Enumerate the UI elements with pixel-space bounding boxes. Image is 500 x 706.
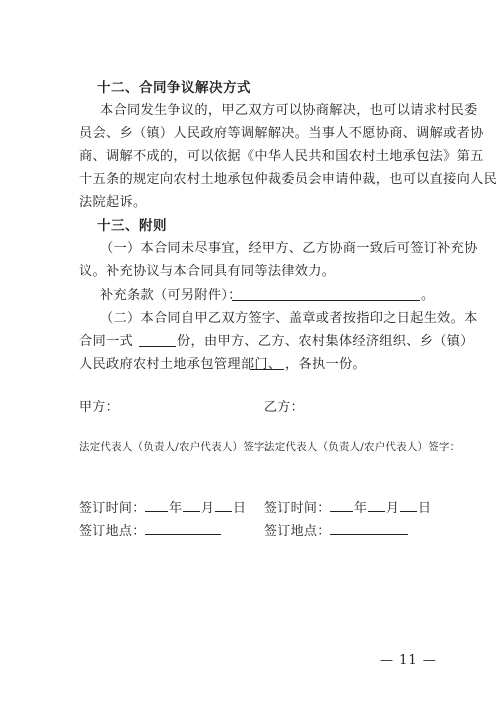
- party-b-place-blank: [330, 534, 408, 535]
- page-number: — 11 —: [380, 653, 437, 668]
- section-13-heading: 十三、附则: [97, 218, 167, 234]
- supplement-label: 补充条款（可另附件）：: [100, 288, 242, 303]
- party-b-day: 日: [418, 501, 432, 516]
- party-b-day-blank: [400, 511, 417, 512]
- party-b-place-label: 签订地点：: [264, 524, 331, 539]
- party-a-month: 月: [201, 501, 215, 516]
- supplement-end: 。: [421, 288, 435, 303]
- party-b-month-blank: [368, 511, 385, 512]
- party-a-year: 年: [169, 501, 183, 516]
- party-b-date-label: 签订时间：: [264, 501, 331, 516]
- party-a-year-blank: [145, 511, 168, 512]
- party-a-day: 日: [233, 501, 247, 516]
- party-a-label: 甲方：: [79, 400, 119, 415]
- party-b-month: 月: [386, 501, 400, 516]
- section-12-line-2: 员会、乡（镇）人民政府等调解解决。当事人不愿协商、调解或者协: [79, 126, 484, 141]
- party-b-year: 年: [354, 501, 368, 516]
- section-12-line-1: 本合同发生争议的，甲乙双方可以协商解决，也可以请求村民委: [100, 103, 478, 118]
- party-a-place-label: 签订地点：: [79, 524, 146, 539]
- copies-blank: [139, 346, 176, 347]
- section-12-line-4: 十五条的规定向农村土地承包仲裁委员会申请仲裁，也可以直接向人民: [79, 172, 498, 187]
- section-13-para1-line-1: （一）本合同未尽事宜，经甲方、乙方协商一致后可签订补充协: [100, 241, 478, 256]
- party-b-label: 乙方：: [264, 400, 304, 415]
- department-blank: [250, 369, 284, 370]
- supplement-blank: [232, 300, 420, 301]
- party-a-day-blank: [215, 511, 232, 512]
- section-12-heading: 十二、合同争议解决方式: [97, 80, 251, 96]
- party-a-date-label: 签订时间：: [79, 501, 146, 516]
- section-13-para2-line-2a: 合同一式: [79, 334, 133, 349]
- party-a-place-blank: [145, 534, 221, 535]
- section-13-para2-line-3b: ，各执一份。: [285, 357, 366, 372]
- section-13-para1-line-2: 议。补充协议与本合同具有同等法律效力。: [79, 264, 336, 279]
- section-13-para2-line-3a: 人民政府农村土地承包管理部门、: [79, 357, 282, 372]
- section-13-para2-line-2b: 份，由甲方、乙方、农村集体经济组织、乡（镇）: [177, 334, 474, 349]
- party-a-rep-signature: 法定代表人（负责人/农户代表人）签字：: [79, 441, 276, 453]
- section-12-line-3: 商、调解不成的，可以依据《中华人民共和国农村土地承包法》第五: [79, 149, 484, 164]
- party-b-year-blank: [330, 511, 353, 512]
- party-b-rep-signature: 法定代表人（负责人/农户代表人）签字：: [264, 441, 461, 453]
- section-13-para2-line-1: （二）本合同自甲乙双方签字、盖章或者按指印之日起生效。本: [100, 311, 478, 326]
- party-a-month-blank: [183, 511, 200, 512]
- section-12-line-5: 法院起诉。: [79, 195, 147, 210]
